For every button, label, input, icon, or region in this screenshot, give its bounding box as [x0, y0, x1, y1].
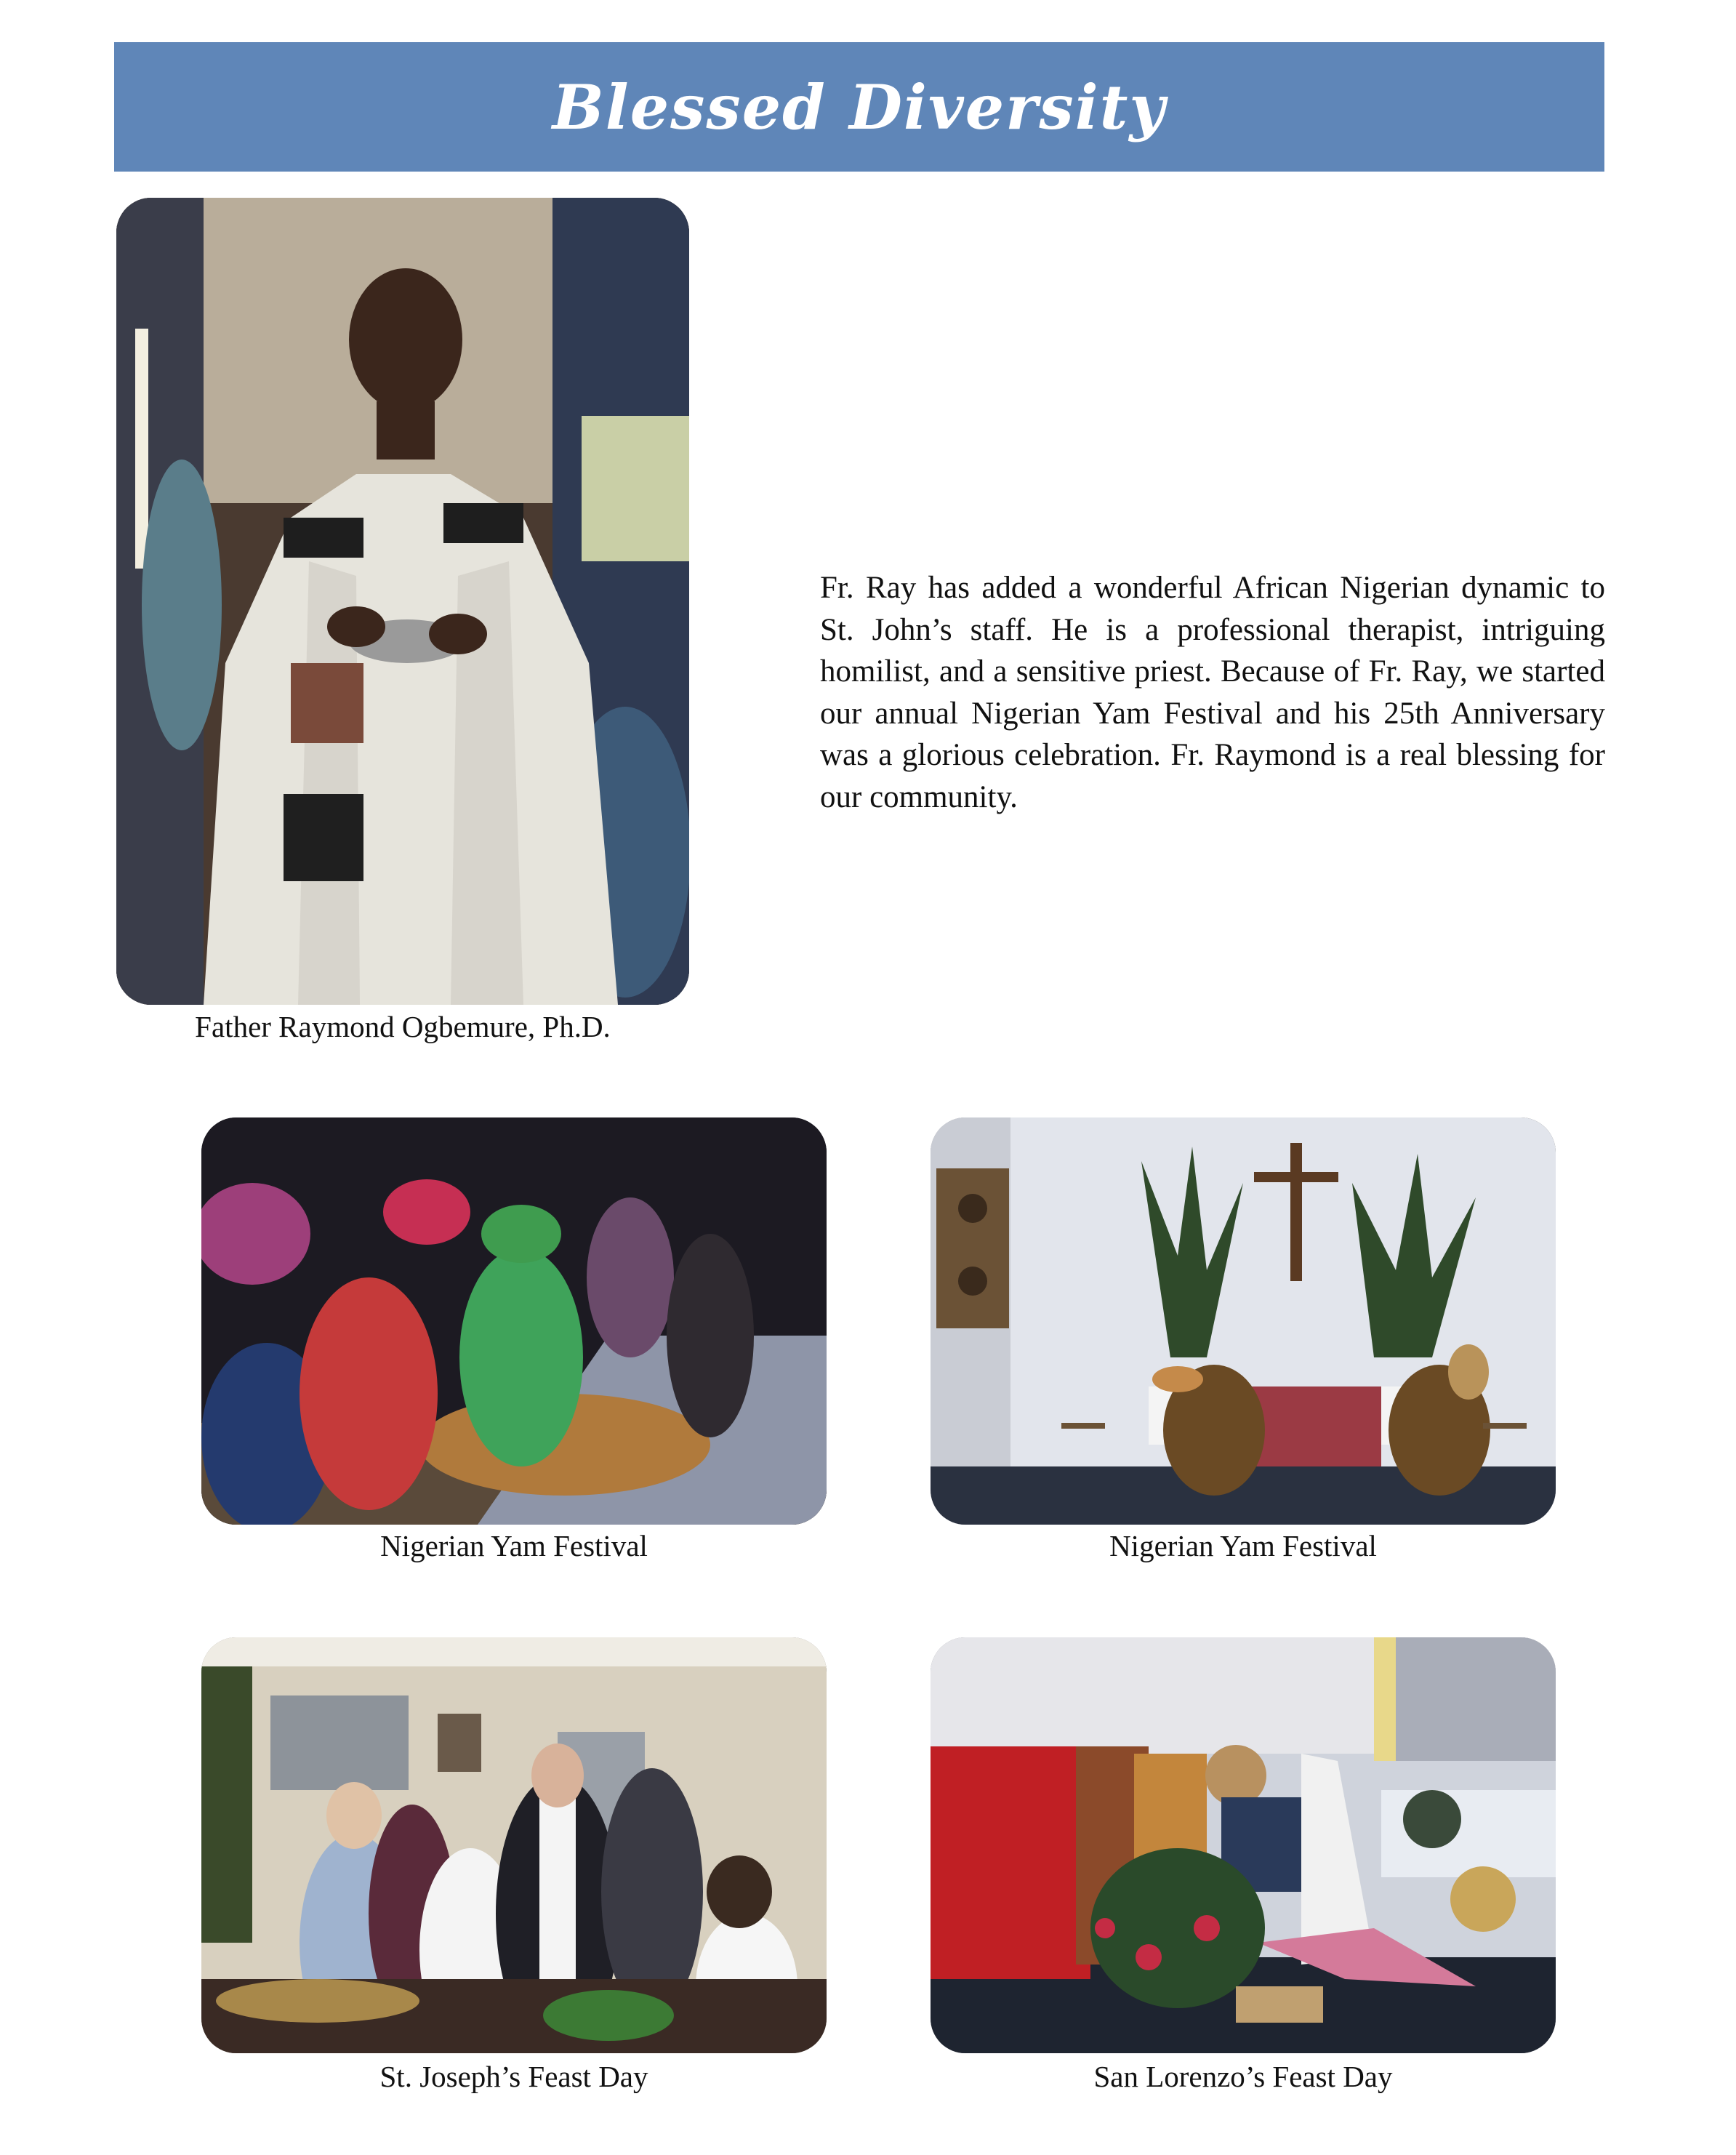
yam-festival-caption-1: Nigerian Yam Festival	[380, 1529, 648, 1562]
yam-festival-caption-2: Nigerian Yam Festival	[1109, 1529, 1377, 1562]
page-title: Blessed Diversity	[552, 71, 1167, 143]
priest-caption: Father Raymond Ogbemure, Ph.D.	[195, 1010, 611, 1043]
title-banner	[114, 42, 1604, 172]
yam-festival-photo-2	[931, 1117, 1556, 1525]
st-joseph-caption: St. Joseph’s Feast Day	[379, 2060, 648, 2093]
priest-photo	[116, 198, 689, 1005]
yam-festival-photo-1	[201, 1117, 827, 1525]
san-lorenzo-caption: San Lorenzo’s Feast Day	[1093, 2060, 1393, 2093]
st-joseph-photo	[201, 1637, 827, 2053]
feature-paragraph: Fr. Ray has added a wonderful African Nigerian dynamic to St. John’s staff. He is a professional therapist, intriguing homilist, and a sensitive priest. Because of Fr. Ray, we started our annual Nigerian Yam Festival and his 25th Anniversary was a glorious celebration. Fr. Raymond is a real blessing for our community.	[820, 571, 1605, 814]
san-lorenzo-photo	[931, 1637, 1556, 2053]
